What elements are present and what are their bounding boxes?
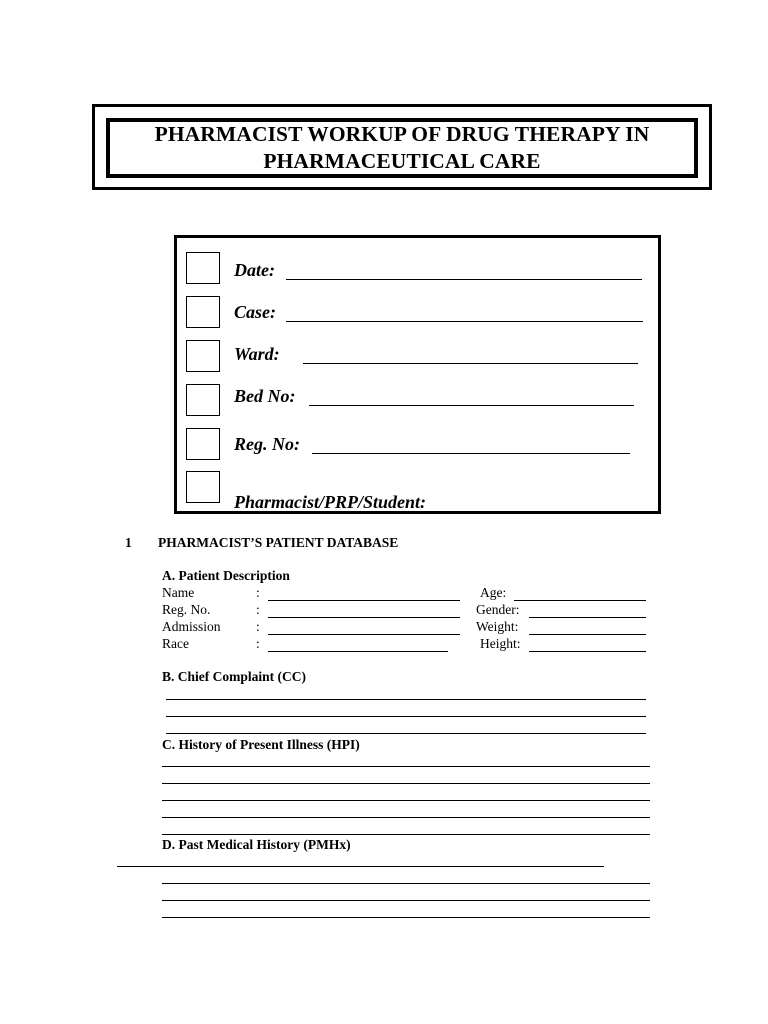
section-number: 1 — [125, 535, 132, 550]
title-frame — [92, 104, 712, 190]
reg-checkbox[interactable] — [186, 428, 220, 460]
admission-colon: : — [256, 619, 260, 634]
pmhx-heading: D. Past Medical History (PMHx) — [162, 837, 351, 852]
pharmacist-label: Pharmacist/PRP/Student: — [234, 492, 427, 512]
gender-label: Gender: — [476, 602, 520, 617]
name-colon: : — [256, 585, 260, 600]
patient-description-heading: A. Patient Description — [162, 568, 290, 583]
regno-field[interactable] — [268, 617, 460, 618]
name-field[interactable] — [268, 600, 460, 601]
section-title: PHARMACIST’S PATIENT DATABASE — [158, 535, 399, 550]
bed-label: Bed No: — [234, 386, 296, 406]
case-checkbox[interactable] — [186, 296, 220, 328]
hpi-line-1[interactable] — [162, 766, 650, 767]
pmhx-line-3[interactable] — [162, 900, 650, 901]
ward-label: Ward: — [234, 344, 280, 364]
race-field[interactable] — [268, 651, 448, 652]
admission-label: Admission — [162, 619, 221, 634]
name-label: Name — [162, 585, 195, 600]
pmhx-line-2[interactable] — [162, 883, 650, 884]
date-field[interactable] — [286, 279, 642, 280]
age-label: Age: — [480, 585, 507, 600]
pmhx-line-1[interactable] — [117, 866, 604, 867]
weight-field[interactable] — [529, 634, 646, 635]
gender-field[interactable] — [529, 617, 646, 618]
hpi-line-3[interactable] — [162, 800, 650, 801]
chief-complaint-line-2[interactable] — [166, 716, 646, 717]
height-field[interactable] — [529, 651, 646, 652]
ward-checkbox[interactable] — [186, 340, 220, 372]
case-field[interactable] — [286, 321, 643, 322]
title-inner-frame — [106, 118, 698, 178]
pharmacist-checkbox[interactable] — [186, 471, 220, 503]
document-title — [155, 121, 650, 175]
hpi-line-2[interactable] — [162, 783, 650, 784]
weight-label: Weight: — [476, 619, 519, 634]
race-label: Race — [162, 636, 189, 651]
ward-field[interactable] — [303, 363, 638, 364]
pmhx-line-4[interactable] — [162, 917, 650, 918]
hpi-line-5[interactable] — [162, 834, 650, 835]
case-label: Case: — [234, 302, 276, 322]
chief-complaint-line-1[interactable] — [166, 699, 646, 700]
date-checkbox[interactable] — [186, 252, 220, 284]
hpi-heading: C. History of Present Illness (HPI) — [162, 737, 360, 752]
admission-field[interactable] — [268, 634, 460, 635]
age-field[interactable] — [514, 600, 646, 601]
reg-label: Reg. No: — [234, 434, 300, 454]
race-colon: : — [256, 636, 260, 651]
chief-complaint-line-3[interactable] — [166, 733, 646, 734]
regno-colon: : — [256, 602, 260, 617]
regno-label: Reg. No. — [162, 602, 211, 617]
hpi-line-4[interactable] — [162, 817, 650, 818]
date-label: Date: — [234, 260, 275, 280]
bed-checkbox[interactable] — [186, 384, 220, 416]
title-line-1: PHARMACIST WORKUP OF DRUG THERAPY IN — [154, 122, 650, 146]
chief-complaint-heading: B. Chief Complaint (CC) — [162, 669, 306, 684]
height-label: Height: — [480, 636, 521, 651]
bed-field[interactable] — [309, 405, 634, 406]
reg-field[interactable] — [312, 453, 630, 454]
case-info-box — [174, 235, 661, 514]
title-line-2: PHARMACEUTICAL CARE — [263, 149, 541, 173]
